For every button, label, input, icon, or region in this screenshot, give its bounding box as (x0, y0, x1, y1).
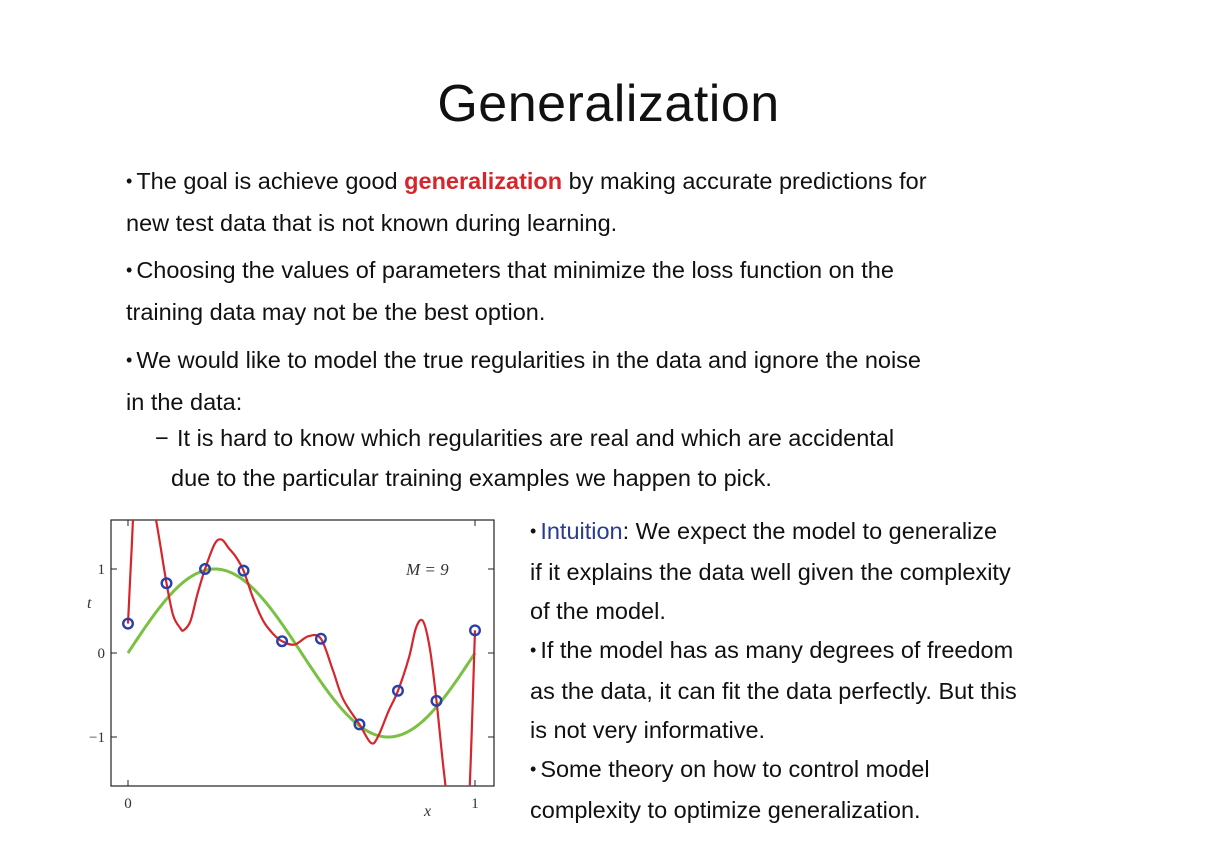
bullet-complexity-theory (530, 750, 1130, 830)
x-tick-label: 1 (471, 796, 479, 812)
plot-svg (84, 510, 504, 820)
bullet-dot: • (530, 759, 537, 779)
model-order-label: M = 9 (406, 560, 449, 579)
bullet1-text-after: by making accurate predictions for (562, 168, 927, 194)
bullet-dot: • (126, 350, 133, 370)
intuition-line2: if it explains the data well given the complexity (530, 559, 1011, 585)
intuition-text: : We expect the model to generalize (622, 518, 998, 544)
bullet1-line2: new test data that is not known during learning. (126, 210, 618, 236)
right-bullets (530, 512, 1130, 830)
bullet-parameter-choice (126, 250, 1086, 332)
y-axis-label: t (87, 595, 92, 612)
bullet3-line1: We would like to model the true regularities in the data and ignore the noise (136, 347, 921, 373)
y-tick-label: −1 (89, 730, 105, 746)
x-tick-label: 0 (124, 796, 132, 812)
dof-line2: as the data, it can fit the data perfectly. But this (530, 678, 1017, 704)
bullet2-line2: training data may not be the best option. (126, 299, 546, 325)
dof-line1: If the model has as many degrees of freedom (540, 637, 1014, 663)
bullet2-line1: Choosing the values of parameters that minimize the loss function on the (136, 257, 894, 283)
x-axis-label: x (424, 803, 432, 820)
dof-line3: is not very informative. (530, 717, 766, 743)
intuition-line3: of the model. (530, 598, 666, 624)
sub-bullet-accidental (155, 418, 1055, 498)
bullet-dot: • (126, 260, 133, 280)
sub-bullet-line1: It is hard to know which regularities are real and which are accidental (177, 425, 895, 451)
y-tick-label: 1 (97, 562, 105, 578)
theory-line1: Some theory on how to control model (540, 756, 930, 782)
intuition-label: Intuition (540, 518, 623, 544)
bullet-intuition (530, 512, 1130, 631)
bullet-degrees-of-freedom (530, 631, 1130, 750)
bullet-generalization-goal (126, 161, 1086, 243)
slide-title: Generalization (437, 75, 780, 133)
bullet-dot: • (530, 640, 537, 660)
dash-marker: − (155, 425, 169, 451)
bullet1-text-before: The goal is achieve good (136, 168, 405, 194)
generalization-highlight: generalization (404, 168, 563, 194)
bullet-regularities (126, 340, 1086, 422)
bullet-dot: • (530, 521, 537, 541)
bullet3-line2: in the data: (126, 389, 243, 415)
theory-line2: complexity to optimize generalization. (530, 797, 921, 823)
overfitting-plot (84, 510, 504, 820)
bullet-dot: • (126, 171, 133, 191)
sub-bullet-line2: due to the particular training examples we happen to pick. (171, 465, 772, 491)
y-tick-label: 0 (97, 646, 105, 662)
